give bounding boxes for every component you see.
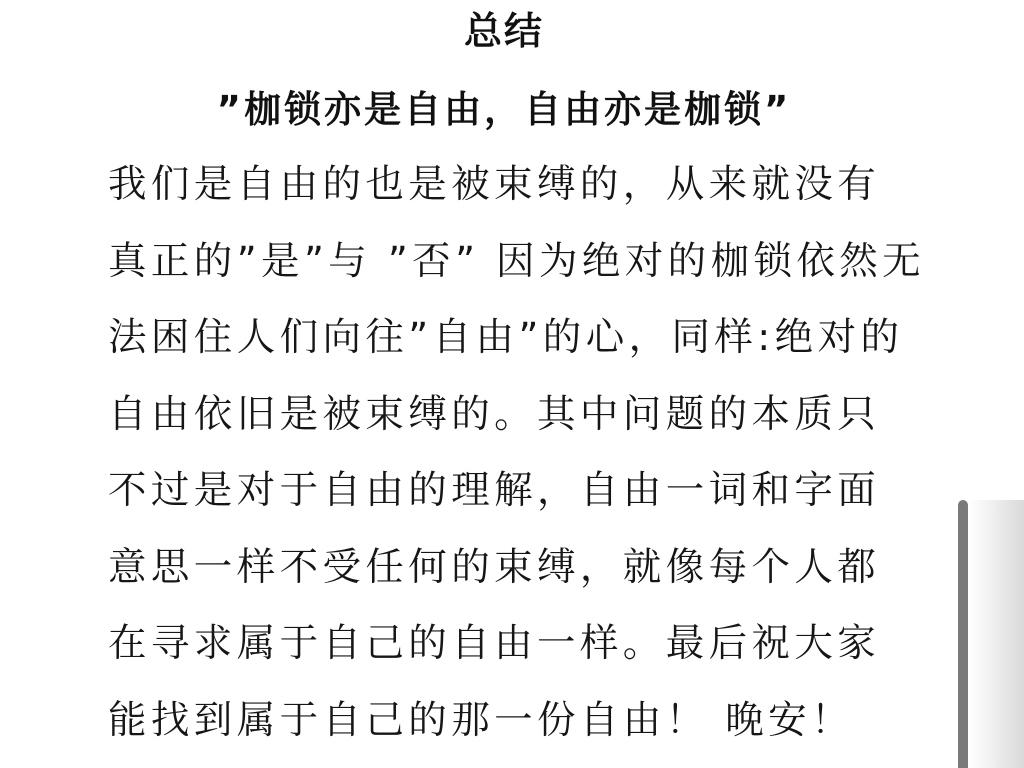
body-line: 自由依旧是被束缚的。其中问题的本质只 — [108, 391, 881, 437]
body-line: 法困住人们向往”自由”的心，同样:绝对的 — [108, 315, 904, 360]
page-subtitle: ”枷锁亦是自由，自由亦是枷锁” — [216, 88, 792, 131]
body-line: 意思一样不受任何的束缚，就像每个人都 — [108, 544, 881, 590]
body-line: 真正的”是”与 ”否” 因为绝对的枷锁依然无 — [108, 238, 926, 284]
body-line: 能找到属于自己的那一份自由！ 晚安！ — [108, 697, 854, 743]
body-text — [108, 154, 926, 766]
body-line: 在寻求属于自己的自由一样。最后祝大家 — [108, 621, 881, 666]
page-title: 总结 — [463, 9, 544, 53]
body-line: 不过是对于自由的理解，自由一词和字面 — [108, 468, 881, 513]
scrollbar-thumb[interactable] — [958, 500, 968, 768]
body-line: 我们是自由的也是被束缚的，从来就没有 — [108, 162, 881, 207]
scrollbar-track[interactable] — [968, 500, 1024, 768]
